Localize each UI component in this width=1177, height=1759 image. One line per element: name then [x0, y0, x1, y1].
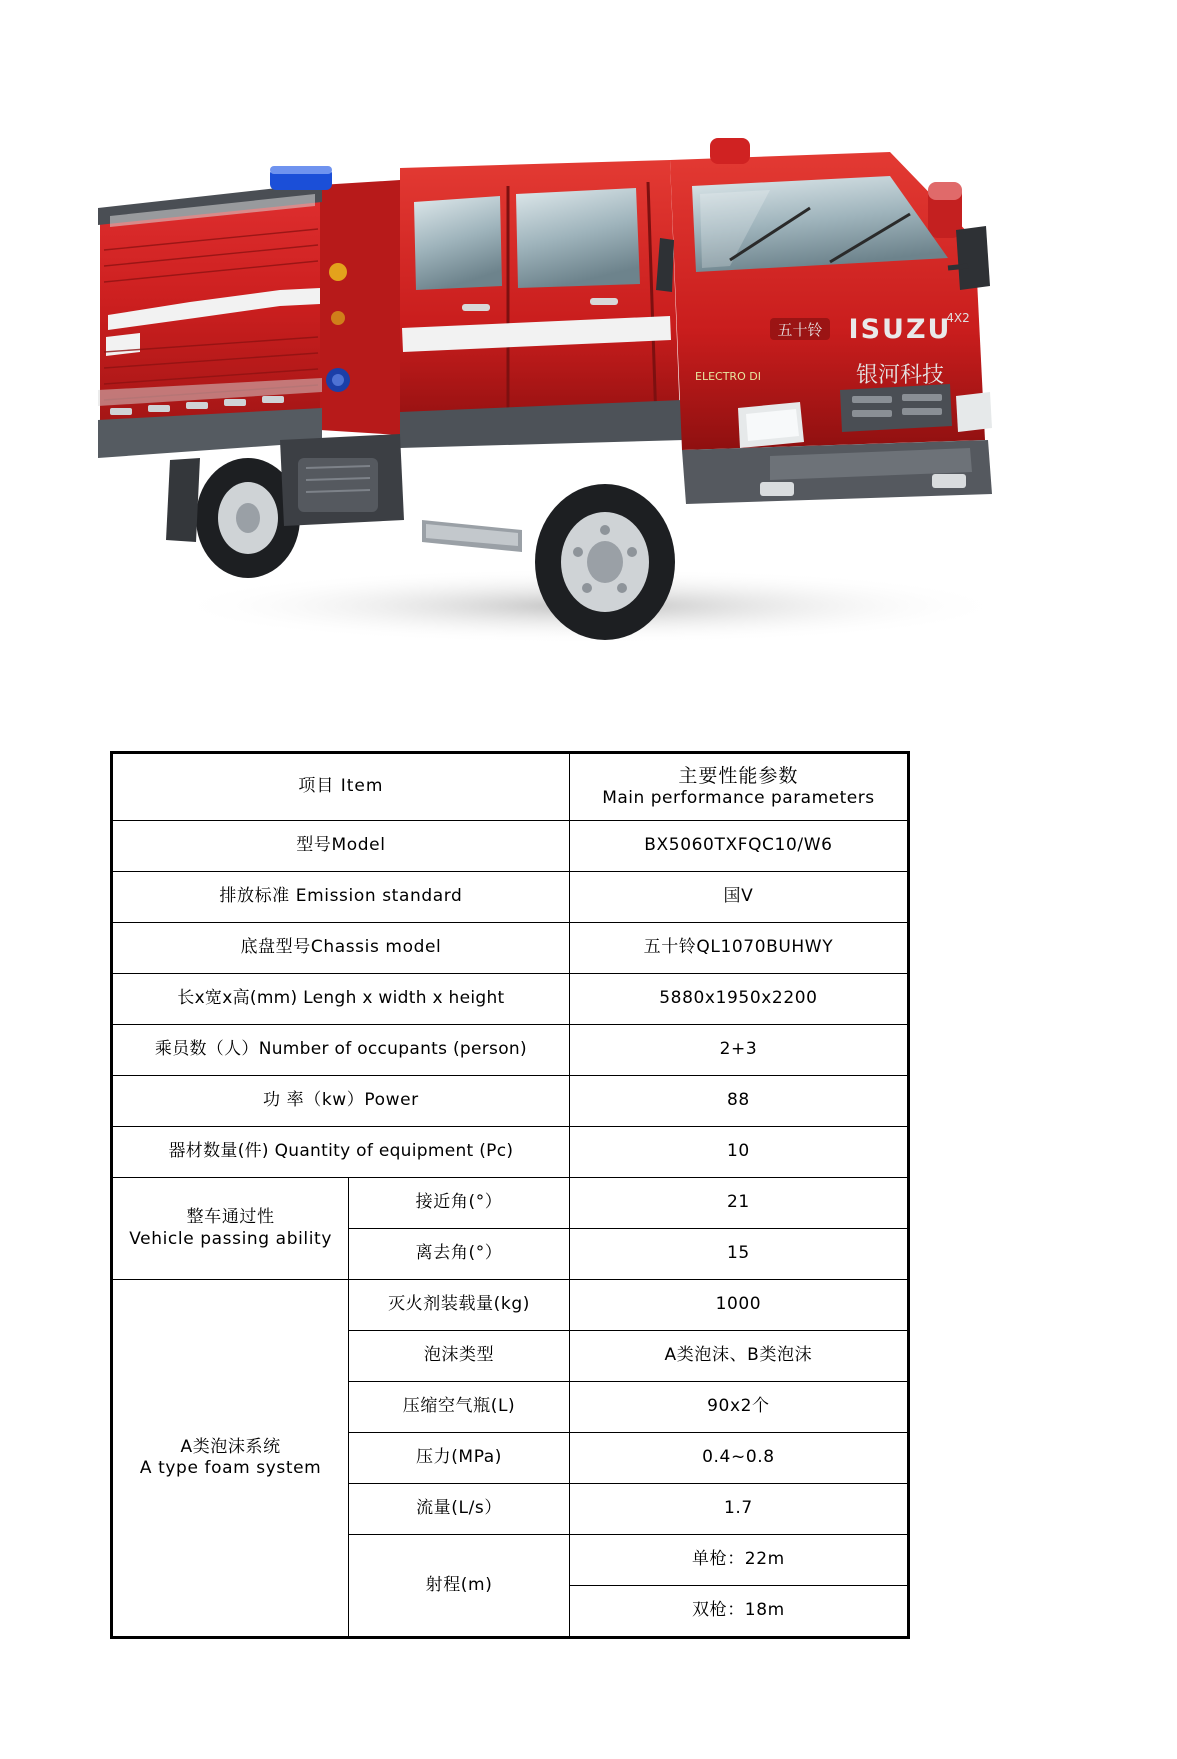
header-item-cell: 项目 Item: [112, 753, 570, 821]
header-parameters-en: Main performance parameters: [602, 788, 875, 809]
table-row: [112, 923, 909, 974]
group-label-passing-ability: [112, 1178, 349, 1280]
row-label-power: 功 率（kw）Power: [112, 1076, 570, 1127]
value-agent-capacity: 1000: [569, 1280, 908, 1331]
spec-table-wrapper: [110, 751, 910, 1639]
table-row: [112, 1280, 909, 1331]
main-performance-parameters-table: [110, 751, 910, 1639]
sub-label-departure-angle: 离去角(°）: [349, 1229, 570, 1280]
front-cab: [656, 138, 992, 504]
value-range-single: 单枪：22m: [569, 1535, 908, 1586]
value-flow: 1.7: [569, 1484, 908, 1535]
value-pressure: 0.4~0.8: [569, 1433, 908, 1484]
sub-label-pressure: 压力(MPa): [349, 1433, 570, 1484]
group-label-foam-system: [112, 1280, 349, 1638]
sub-label-air-cylinder: 压缩空气瓶(L): [349, 1382, 570, 1433]
row-value-power: 88: [569, 1076, 908, 1127]
sub-label-foam-type: 泡沫类型: [349, 1331, 570, 1382]
sub-label-agent-capacity: 灭火剂装载量(kg): [349, 1280, 570, 1331]
row-label-occupants: 乘员数（人）Number of occupants (person): [112, 1025, 570, 1076]
row-value-chassis: 五十铃QL1070BUHWY: [569, 923, 908, 974]
group-foam-en: A type foam system: [139, 1458, 322, 1478]
group-foam-cn: A类泡沫系统: [180, 1436, 281, 1457]
value-range-double: 双枪：18m: [569, 1586, 908, 1638]
sub-label-flow: 流量(L/s）: [349, 1484, 570, 1535]
value-departure-angle: 15: [569, 1229, 908, 1280]
row-value-model: BX5060TXFQC10/W6: [569, 821, 908, 872]
row-label-dimensions: 长x宽x高(mm) Lengh x width x height: [112, 974, 570, 1025]
row-label-model: 型号Model: [112, 821, 570, 872]
group-passing-cn: 整车通过性: [186, 1207, 275, 1228]
table-row: [112, 821, 909, 872]
value-foam-type: A类泡沫、B类泡沫: [569, 1331, 908, 1382]
crew-cab: [400, 160, 684, 552]
table-header-row: [112, 753, 909, 821]
sub-label-approach-angle: 接近角(°）: [349, 1178, 570, 1229]
svg-text:ELECTRO DI: ELECTRO DI: [695, 370, 761, 383]
rear-body: [98, 166, 400, 458]
row-value-equipment: 10: [569, 1127, 908, 1178]
svg-text:ISUZU: ISUZU: [848, 314, 952, 345]
table-row: [112, 1178, 909, 1229]
svg-text:银河科技: 银河科技: [855, 363, 945, 388]
row-value-emission: 国V: [569, 872, 908, 923]
value-air-cylinder: 90x2个: [569, 1382, 908, 1433]
row-label-equipment: 器材数量(件) Quantity of equipment (Pc): [112, 1127, 570, 1178]
sub-label-range: 射程(m): [349, 1535, 570, 1638]
header-parameters-cn: 主要性能参数: [678, 764, 799, 787]
table-row: [112, 1127, 909, 1178]
row-value-occupants: 2+3: [569, 1025, 908, 1076]
table-row: [112, 872, 909, 923]
svg-text:4X2: 4X2: [946, 311, 970, 325]
table-row: [112, 1076, 909, 1127]
row-label-emission: 排放标准 Emission standard: [112, 872, 570, 923]
header-parameters-cell: [569, 753, 908, 821]
row-label-chassis: 底盘型号Chassis model: [112, 923, 570, 974]
group-passing-en: Vehicle passing ability: [129, 1228, 332, 1249]
table-row: [112, 974, 909, 1025]
vehicle-photo-area: [0, 0, 1177, 720]
fire-truck-photo: [70, 90, 1080, 650]
value-approach-angle: 21: [569, 1178, 908, 1229]
svg-text:五十铃: 五十铃: [777, 321, 823, 339]
row-value-dimensions: 5880x1950x2200: [569, 974, 908, 1025]
table-row: [112, 1025, 909, 1076]
